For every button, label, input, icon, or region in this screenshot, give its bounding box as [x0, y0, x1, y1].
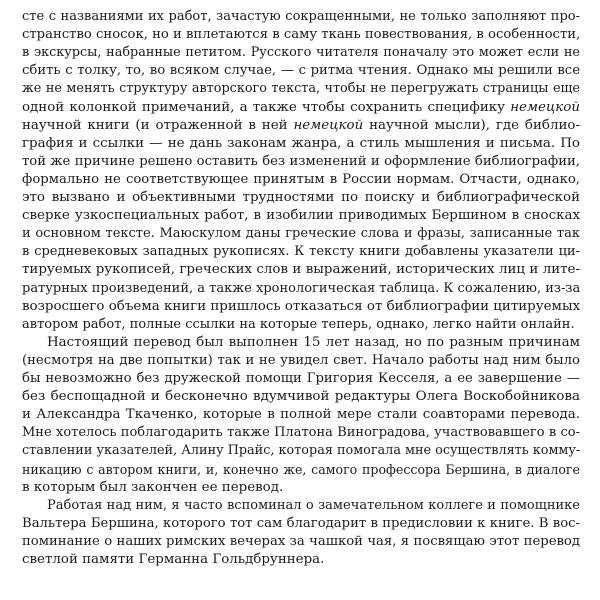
text-segment: ставлении указателей, Алину Прайс, которая помогала мне осуществлять комму- [22, 443, 580, 459]
text-line [22, 406, 580, 424]
text-segment: странство сносок, но и вплетаются в саму ткань повествования, в особенности, [22, 27, 580, 43]
text-segment: и основном тексте. Маюскулом даны греческие слова и фразы, записанные так [22, 226, 580, 242]
text-line [22, 225, 580, 243]
text-segment: (несмотря на две попытки) так и не увидел свет. Начало работы над ним было [22, 352, 580, 368]
text-line [22, 479, 580, 497]
text-segment: никацию с автором книги, и, конечно же, самого профессора Бершина, в диалоге [22, 461, 580, 477]
text-segment: же не менять структуру авторского текста, чтобы не перегружать страницы еще [22, 81, 580, 97]
text-line [22, 352, 580, 370]
text-segment: поминание о наших римских вечерах за чашкой чая, я посвящаю этот перевод [22, 533, 580, 549]
text-line [22, 461, 580, 479]
text-line [22, 280, 580, 298]
text-line [22, 551, 580, 569]
text-line [22, 135, 580, 153]
text-segment: Настоящий перевод был выполнен 15 лет назад, но по разным причинам [47, 334, 580, 350]
text-segment: возросшего объема книги пришлось отказаться от библиографии цитируемых [22, 298, 580, 314]
text-segment: графия и ссылки — не дань законам жанра, а стиль мышления и письма. По [22, 135, 580, 151]
text-segment: в средневековых западных рукописях. К тексту книги добавлены указатели ци- [22, 244, 580, 260]
text-line [22, 99, 580, 117]
text-line [47, 334, 580, 352]
text-segment: автором работ, полные ссылки на которые теперь, однако, легко найти онлайн. [22, 316, 575, 332]
text-line [22, 26, 580, 44]
text-segment: научной книги (и отраженной в ней [22, 117, 294, 133]
text-segment: это вызвано и объективными трудностями по поиску и библиографической [22, 190, 580, 205]
italic-text: немецкой [510, 99, 580, 115]
text-segment: и Александра Ткаченко, которые в полной мере стали соавторами перевода. [22, 407, 580, 423]
text-segment: бы невозможно без дружеской помощи Григория Кесселя, а ее завершение — [22, 371, 580, 386]
text-line [22, 44, 580, 62]
text-line [22, 316, 580, 334]
text-line [22, 515, 580, 533]
text-segment: сте с названиями их работ, зачастую сокращенными, не только заполняют про- [22, 9, 580, 24]
italic-text: немецкой [293, 117, 364, 133]
text-line [22, 370, 580, 388]
text-line [22, 117, 580, 135]
text-segment: формально не соответствующее принятым в России нормам. Отчасти, однако, [22, 171, 580, 187]
text-line [22, 442, 580, 460]
text-line [22, 298, 580, 316]
text-segment: сверке узкоспециальных работ, в изобилии приводимых Бершином в сносках [22, 208, 580, 224]
text-segment: светлой памяти Германна Гольдбруннера. [22, 552, 325, 567]
text-line [22, 424, 580, 442]
text-segment: в которым был закончен ее перевод. [22, 479, 284, 495]
text-line [22, 171, 580, 189]
text-line [22, 189, 580, 207]
text-line [22, 80, 580, 98]
text-line [22, 62, 580, 80]
text-line [22, 243, 580, 261]
text-segment: ратурных произведений, а также хронологическая таблица. К сожалению, из-за [22, 280, 580, 296]
text-segment: Мне хотелось поблагодарить также Платона Виноградова, участвовавшего в со- [22, 425, 580, 441]
text-line [22, 261, 580, 279]
text-segment: без беспощадной и бесконечно вдумчивой редактуры Олега Воскобойникова [22, 389, 580, 405]
text-segment: в экскурсы, набранные петитом. Русского читателя поначалу это может если не [22, 45, 580, 61]
text-line [47, 497, 580, 515]
text-line [22, 533, 580, 551]
text-segment: Работая над ним, я часто вспоминал о замечательном коллеге и помощнике [47, 497, 580, 513]
text-line [22, 8, 580, 26]
text-line [22, 153, 580, 171]
text-segment: одной колонкой примечаний, а также чтобы сохранить специфику [22, 99, 511, 115]
text-segment: Вальтера Бершина, которого тот сам благодарит в предисловии к книге. В вос- [22, 515, 580, 531]
text-segment: тируемых рукописей, греческих слов и выражений, исторических лиц и лите- [22, 262, 580, 278]
text-segment: сбить с толку, то, во всяком случае, — с ритма чтения. Однако мы решили все [22, 63, 580, 79]
text-segment: той же причине решено оставить без изменений и оформление библиографии, [22, 153, 580, 169]
text-line [22, 388, 580, 406]
text-segment: научной мысли), где библио- [363, 117, 580, 133]
text-line [22, 207, 580, 225]
